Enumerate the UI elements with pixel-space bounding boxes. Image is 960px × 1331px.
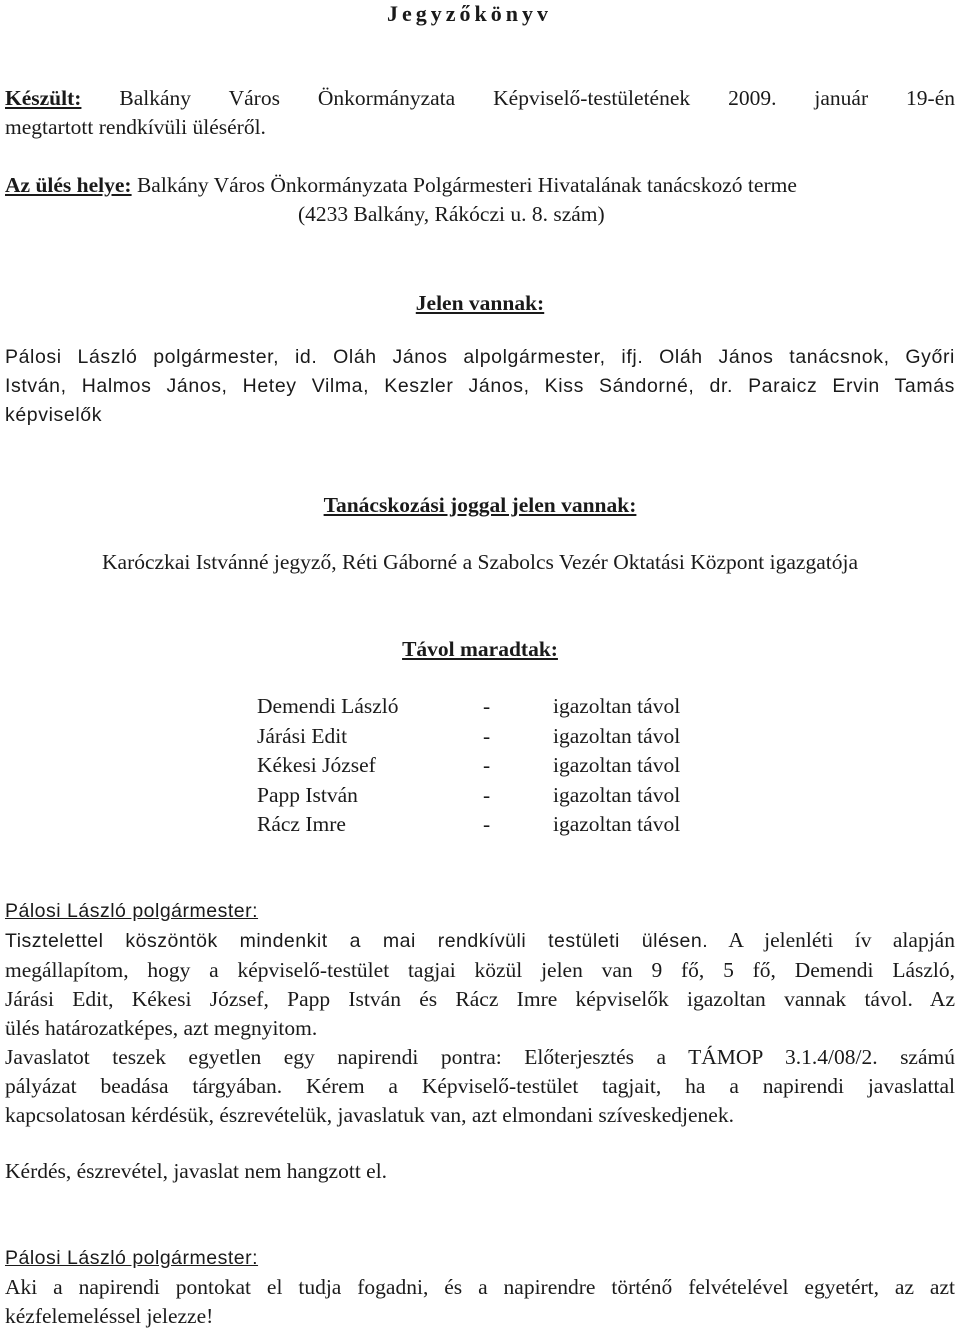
absent-name: Papp István bbox=[257, 782, 358, 807]
speech1-line3: Járási Edit, Kékesi József, Papp István és Rácz Imre képviselők igazoltan vannak távol. Az bbox=[5, 987, 955, 1011]
venue-section bbox=[5, 171, 955, 229]
absent-dash: - bbox=[483, 723, 491, 748]
absent-list bbox=[257, 692, 680, 840]
absent-status: igazoltan távol bbox=[553, 812, 681, 836]
no-questions: Kérdés, észrevétel, javaslat nem hangzott el. bbox=[5, 1159, 388, 1183]
present-line2: István, Halmos János, Hetey Vilma, Keszler János, Kiss Sándorné, dr. Paraicz Ervin Tamás bbox=[5, 375, 955, 397]
absent-name: Rácz Imre bbox=[257, 812, 346, 836]
present-heading: Jelen vannak: bbox=[415, 291, 545, 315]
absent-status: igazoltan távol bbox=[553, 694, 681, 718]
document-title: Jegyzőkönyv bbox=[387, 1, 552, 26]
absent-row bbox=[257, 692, 680, 722]
speech2-speaker: Pálosi László polgármester: bbox=[5, 1247, 259, 1269]
absent-name: Járási Edit bbox=[257, 723, 348, 748]
venue-label: Az ülés helye: bbox=[5, 173, 132, 197]
speech2-line1: Aki a napirendi pontokat el tudja fogadni, és a napirendre történő felvételével egyetért, az azt bbox=[5, 1275, 955, 1299]
speech1-line2: megállapítom, hogy a képviselő-testület tagjai közül jelen van 9 fő, 5 fő, Demendi László, bbox=[5, 958, 955, 982]
speech2-text bbox=[5, 1273, 955, 1331]
speech1-speaker: Pálosi László polgármester: bbox=[5, 900, 259, 922]
absent-name: Demendi László bbox=[257, 694, 399, 718]
absent-row bbox=[257, 722, 680, 752]
present-line1: Pálosi László polgármester, id. Oláh János alpolgármester, ifj. Oláh János tanácsnok, Győri bbox=[5, 346, 955, 368]
present-line3: képviselők bbox=[5, 404, 103, 426]
made-label: Készült: bbox=[5, 86, 82, 110]
speech1-line1a: Tisztelettel köszöntök mindenkit a mai rendkívüli testületi ülésen. bbox=[5, 930, 709, 952]
speech1-line7: kapcsolatosan kérdésük, észrevételük, javaslatuk van, azt elmondani szíveskedjenek. bbox=[5, 1103, 734, 1127]
absent-heading: Távol maradtak: bbox=[402, 637, 558, 661]
absent-status: igazoltan távol bbox=[553, 782, 681, 807]
speech1-text bbox=[5, 926, 955, 1130]
advisory-heading: Tanácskozási joggal jelen vannak: bbox=[323, 493, 637, 517]
absent-row bbox=[257, 781, 680, 811]
speech1-line6: pályázat beadása tárgyában. Kérem a Képviselő-testület tagjait, ha a napirendi javaslattal bbox=[5, 1074, 955, 1098]
absent-dash: - bbox=[483, 694, 491, 718]
present-list bbox=[5, 343, 955, 430]
advisory-text: Karóczkai Istvánné jegyző, Réti Gáborné a Szabolcs Vezér Oktatási Központ igazgatója bbox=[102, 550, 858, 574]
speech1-line1b: A jelenléti ív alapján bbox=[728, 928, 955, 952]
absent-dash: - bbox=[483, 782, 491, 807]
absent-row bbox=[257, 751, 680, 781]
absent-row bbox=[257, 810, 680, 840]
speech1-line5: Javaslatot teszek egyetlen egy napirendi pontra: Előterjesztés a TÁMOP 3.1.4/08/2. számú bbox=[5, 1045, 955, 1069]
absent-status: igazoltan távol bbox=[553, 723, 681, 748]
absent-name: Kékesi József bbox=[257, 753, 376, 777]
venue-line1: Balkány Város Önkormányzata Polgármesteri Hivatalának tanácskozó terme bbox=[136, 173, 797, 197]
made-line1: Balkány Város Önkormányzata Képviselő-testületének 2009. január 19-én bbox=[119, 86, 956, 110]
made-section bbox=[5, 84, 955, 142]
venue-line2: (4233 Balkány, Rákóczi u. 8. szám) bbox=[298, 202, 605, 226]
speech2-line2: kézfelemeléssel jelezze! bbox=[5, 1304, 214, 1328]
absent-status: igazoltan távol bbox=[553, 753, 681, 777]
speech2-block bbox=[5, 1244, 955, 1273]
absent-dash: - bbox=[483, 753, 491, 777]
speech1-block bbox=[5, 897, 955, 926]
speech1-line4: ülés határozatképes, azt megnyitom. bbox=[5, 1016, 318, 1040]
made-line2: megtartott rendkívüli üléséről. bbox=[5, 115, 266, 139]
absent-dash: - bbox=[483, 812, 491, 836]
